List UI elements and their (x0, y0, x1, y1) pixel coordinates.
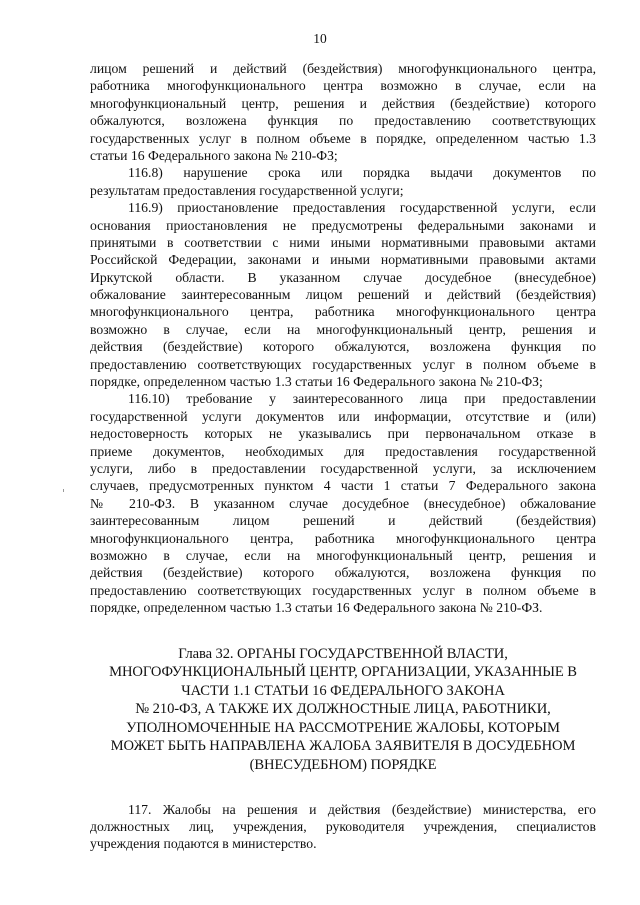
chapter-heading (90, 645, 596, 775)
paragraph-116-7-continuation (90, 60, 596, 164)
text-line: случаев, предусмотренных пунктом 4 части 1 статьи 7 Федерального закона (90, 478, 596, 494)
text-line: 117. Жалобы на решения и действия (бездействие) министерства, его (128, 801, 596, 817)
text-line: обжалуются, возложена функция по предоставлению соответствующих (90, 113, 596, 129)
text-line: возможно в случае, если на многофункциональный центр, решения и (90, 547, 596, 563)
text-line: приеме документов, необходимых для предоставления государственной (90, 443, 596, 459)
text-line: 116.9) приостановление предоставления государственной услуги, если (128, 200, 596, 216)
heading-line: МНОГОФУНКЦИОНАЛЬНЫЙ ЦЕНТР, ОРГАНИЗАЦИИ, УКАЗАННЫЕ В (109, 664, 577, 681)
text-line: действия (бездействие) которого обжалуются, возложена функция по (90, 565, 596, 581)
heading-line: МОЖЕТ БЫТЬ НАПРАВЛЕНА ЖАЛОБА ЗАЯВИТЕЛЯ В ДОСУДЕБНОМ (110, 738, 576, 755)
text-line: заинтересованным лицом решений и действий (бездействия) (90, 513, 596, 529)
text-line: многофункционального центра, работника многофункционального центра (90, 530, 596, 546)
text-line: государственных услуг в полном объеме в порядке, определенном частью 1.3 (90, 130, 596, 146)
text-line: учреждения подаются в министерство. (90, 836, 317, 852)
heading-line: (ВНЕСУДЕБНОМ) ПОРЯДКЕ (249, 757, 437, 774)
heading-line: УПОЛНОМОЧЕННЫЕ НА РАССМОТРЕНИЕ ЖАЛОБЫ, КОТОРЫМ (126, 719, 560, 736)
text-line: многофункциональный центр, решения и действия (бездействие) которого (90, 95, 596, 111)
text-line: должностных лиц, учреждения, руководителя учреждения, специалистов (90, 819, 596, 835)
text-line: обжалование заинтересованным лицом решений и действий (бездействия) (90, 287, 596, 303)
text-line: принятыми в соответствии с ними иными нормативными правовыми актами (90, 234, 596, 250)
heading-line: Глава 32. ОРГАНЫ ГОСУДАРСТВЕННОЙ ВЛАСТИ, (178, 645, 508, 662)
text-line: многофункционального центра, работника многофункционального центра (90, 304, 596, 320)
text-line: государственной услуги документов или информации, отсутствие и (или) (90, 408, 596, 424)
text-line: порядке, определенном частью 1.3 статьи 16 Федерального закона № 210-ФЗ. (90, 600, 543, 616)
paragraph-116-8 (90, 164, 596, 199)
document-body (90, 60, 596, 853)
heading-line: ЧАСТИ 1.1 СТАТЬИ 16 ФЕДЕРАЛЬНОГО ЗАКОНА (181, 682, 505, 699)
text-line: 116.8) нарушение срока или порядка выдачи документов по (128, 165, 596, 181)
text-line: Иркутской области. В указанном случае досудебное (внесудебное) (90, 269, 596, 285)
paragraph-116-9 (90, 199, 596, 390)
text-line: недостоверность которых не указывались при первоначальном отказе в (90, 426, 596, 442)
text-line: предоставлению соответствующих государственных услуг в полном объеме в (90, 582, 596, 598)
text-line: 116.10) требование у заинтересованного лица при предоставлении (128, 391, 596, 407)
text-line: Российской Федерации, законами и иными нормативными правовыми актами (90, 252, 596, 268)
text-line: работника многофункционального центра возможно в случае, если на (90, 78, 596, 94)
text-line: лицом решений и действий (бездействия) многофункционального центра, (90, 61, 596, 76)
page-number: 10 (313, 31, 327, 46)
text-line: результатам предоставления государственной услуги; (90, 182, 404, 198)
margin-mark (63, 489, 64, 492)
text-line: порядке, определенном частью 1.3 статьи 16 Федерального закона № 210-ФЗ; (90, 374, 543, 390)
paragraph-116-10 (90, 390, 596, 616)
heading-line: № 210-ФЗ, А ТАКЖЕ ИХ ДОЛЖНОСТНЫЕ ЛИЦА, РАБОТНИКИ, (135, 701, 551, 718)
text-line: возможно в случае, если на многофункциональный центр, решения и (90, 321, 596, 337)
text-line: основания приостановления не предусмотрены федеральными законами и (90, 217, 596, 233)
text-line: статьи 16 Федерального закона № 210-ФЗ; (90, 147, 338, 163)
text-line: услуги, либо в предоставлении государственной услуги, за исключением (90, 460, 596, 476)
text-line: предоставлению соответствующих государственных услуг в полном объеме в (90, 356, 596, 372)
text-line: действия (бездействие) которого обжалуются, возложена функция по (90, 339, 596, 355)
paragraph-117 (90, 801, 596, 853)
text-line: № 210-ФЗ. В указанном случае досудебное (внесудебное) обжалование (90, 495, 596, 511)
